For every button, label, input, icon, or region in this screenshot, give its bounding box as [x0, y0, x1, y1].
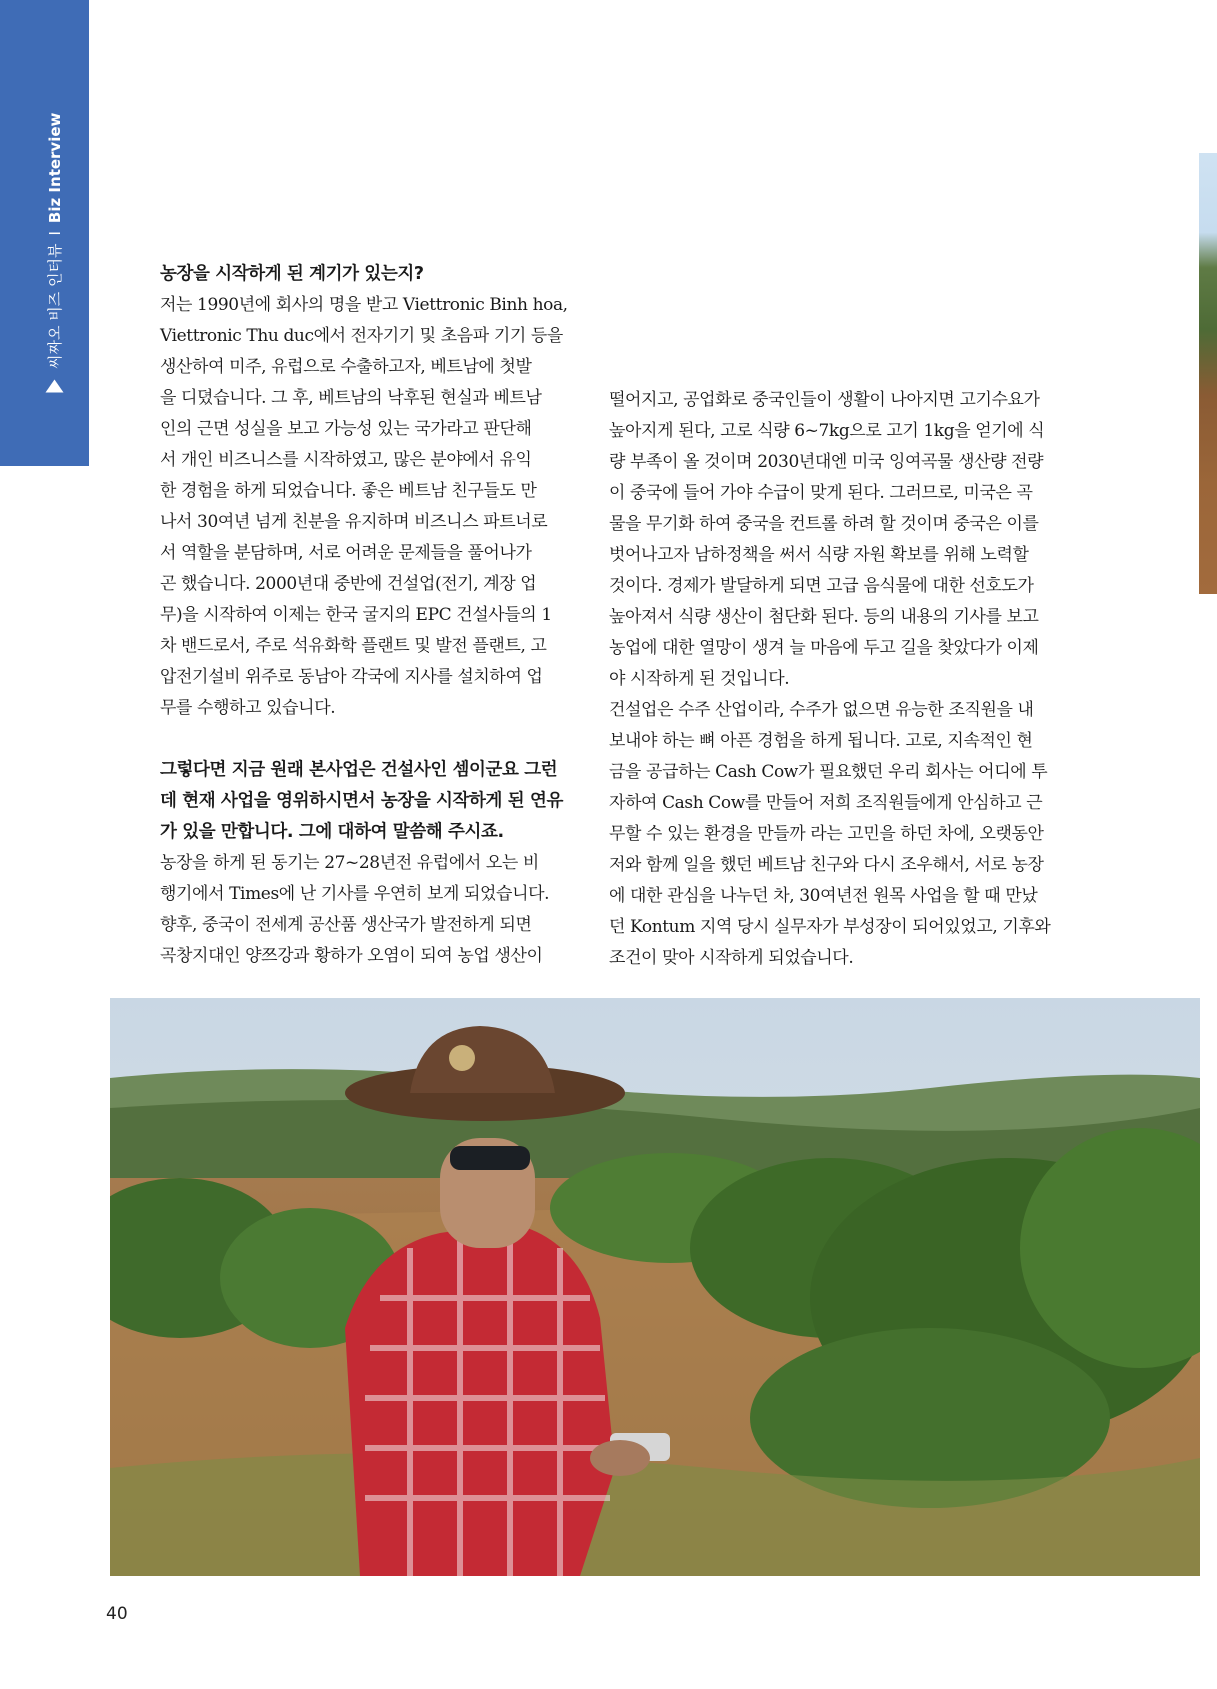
text-line: 나서 30여년 넘게 친분을 유지하며 비즈니스 파트너로: [160, 512, 548, 532]
question-heading: 농장을 시작하게 된 계기가 있는지?: [160, 264, 424, 284]
mountain-icon: [46, 380, 64, 393]
text-line: 던 Kontum 지역 당시 실무자가 부성장이 되어있었고, 기후와: [609, 917, 1051, 937]
section-label-korean: 씨짜오 비즈 인터뷰: [46, 243, 64, 369]
text-line: 그렇다면 지금 원래 본사업은 건설사인 셈이군요 그런: [160, 760, 558, 780]
answer-paragraph: [160, 848, 580, 972]
page-number: 40: [106, 1604, 128, 1624]
left-column: [160, 259, 580, 972]
text-line: 향후, 중국이 전세계 공산품 생산국가 발전하게 되면: [160, 915, 532, 935]
text-line: 서 역할을 분담하며, 서로 어려운 문제들을 풀어나가: [160, 543, 532, 563]
interview-photo: [110, 998, 1200, 1576]
text-line: 이 중국에 들어 가야 수급이 맞게 된다. 그러므로, 미국은 곡: [609, 483, 1033, 503]
text-line: 물을 무기화 하여 중국을 컨트롤 하려 할 것이며 중국은 이를: [609, 514, 1039, 534]
right-column: [609, 385, 1089, 974]
text-line: 저는 1990년에 회사의 명을 받고 Viettronic Binh hoa,: [160, 295, 568, 315]
text-line: 보내야 하는 뼈 아픈 경험을 하게 됩니다. 고로, 지속적인 현: [609, 731, 1033, 751]
section-label: [44, 113, 65, 395]
text-line: 무할 수 있는 환경을 만들까 라는 고민을 하던 차에, 오랫동안: [609, 824, 1044, 844]
text-line: 야 시작하게 된 것입니다.: [609, 669, 790, 689]
text-line: 것이다. 경제가 발달하게 되면 고급 음식물에 대한 선호도가: [609, 576, 1034, 596]
text-line: 높아지게 된다, 고로 식량 6~7kg으로 고기 1kg을 얻기에 식: [609, 421, 1045, 441]
section-tab: [0, 0, 89, 466]
text-line: 행기에서 Times에 난 기사를 우연히 보게 되었습니다.: [160, 884, 550, 904]
text-line: 건설업은 수주 산업이라, 수주가 없으면 유능한 조직원을 내: [609, 700, 1034, 720]
text-line: 서 개인 비즈니스를 시작하였고, 많은 분야에서 유익: [160, 450, 532, 470]
text-line: 가 있을 만합니다. 그에 대하여 말씀해 주시죠.: [160, 822, 504, 842]
answer-paragraph: [160, 290, 580, 724]
text-line: 압전기설비 위주로 동남아 각국에 지사를 설치하여 업: [160, 667, 543, 687]
text-line: 을 디뎠습니다. 그 후, 베트남의 낙후된 현실과 베트남: [160, 388, 542, 408]
text-line: 생산하여 미주, 유럽으로 수출하고자, 베트남에 첫발: [160, 357, 532, 377]
text-line: 인의 근면 성실을 보고 가능성 있는 국가라고 판단해: [160, 419, 532, 439]
text-line: 데 현재 사업을 영위하시면서 농장을 시작하게 된 연유: [160, 791, 563, 811]
text-line: 자하여 Cash Cow를 만들어 저희 조직원들에게 안심하고 근: [609, 793, 1043, 813]
adjacent-page-photo-edge: [1199, 153, 1217, 594]
section-label-english: Biz Interview: [45, 112, 64, 224]
text-line: 차 밴드로서, 주로 석유화학 플랜트 및 발전 플랜트, 고: [160, 636, 547, 656]
text-line: 높아져서 식량 생산이 첨단화 된다. 등의 내용의 기사를 보고: [609, 607, 1039, 627]
text-line: 무)을 시작하여 이제는 한국 굴지의 EPC 건설사들의 1: [160, 605, 552, 625]
question-heading: [160, 755, 580, 848]
text-line: 무를 수행하고 있습니다.: [160, 698, 336, 718]
text-line: 량 부족이 올 것이며 2030년대엔 미국 잉여곡물 생산량 전량: [609, 452, 1044, 472]
text-line: 에 대한 관심을 나누던 차, 30여년전 원목 사업을 할 때 만났: [609, 886, 1038, 906]
text-line: 금을 공급하는 Cash Cow가 필요했던 우리 회사는 어디에 투: [609, 762, 1048, 782]
text-line: 곡창지대인 양쯔강과 황하가 오염이 되여 농업 생산이: [160, 946, 543, 966]
answer-paragraph: [609, 385, 1089, 974]
text-line: 벗어나고자 남하정책을 써서 식량 자원 확보를 위해 노력할: [609, 545, 1029, 565]
text-line: 한 경험을 하게 되었습니다. 좋은 베트남 친구들도 만: [160, 481, 537, 501]
text-line: 저와 함께 일을 했던 베트남 친구와 다시 조우해서, 서로 농장: [609, 855, 1044, 875]
farm-photo-illustration: [110, 998, 1200, 1576]
text-line: 농업에 대한 열망이 생겨 늘 마음에 두고 길을 찾았다가 이제: [609, 638, 1039, 658]
text-line: 조건이 맞아 시작하게 되었습니다.: [609, 948, 854, 968]
text-line: Viettronic Thu duc에서 전자기기 및 초음파 기기 등을: [160, 326, 563, 346]
text-line: 떨어지고, 공업화로 중국인들이 생활이 나아지면 고기수요가: [609, 390, 1040, 410]
section-label-separator: I: [45, 231, 64, 236]
text-line: 농장을 하게 된 동기는 27~28년전 유럽에서 오는 비: [160, 853, 539, 873]
text-line: 곤 했습니다. 2000년대 중반에 건설업(전기, 계장 업: [160, 574, 537, 594]
